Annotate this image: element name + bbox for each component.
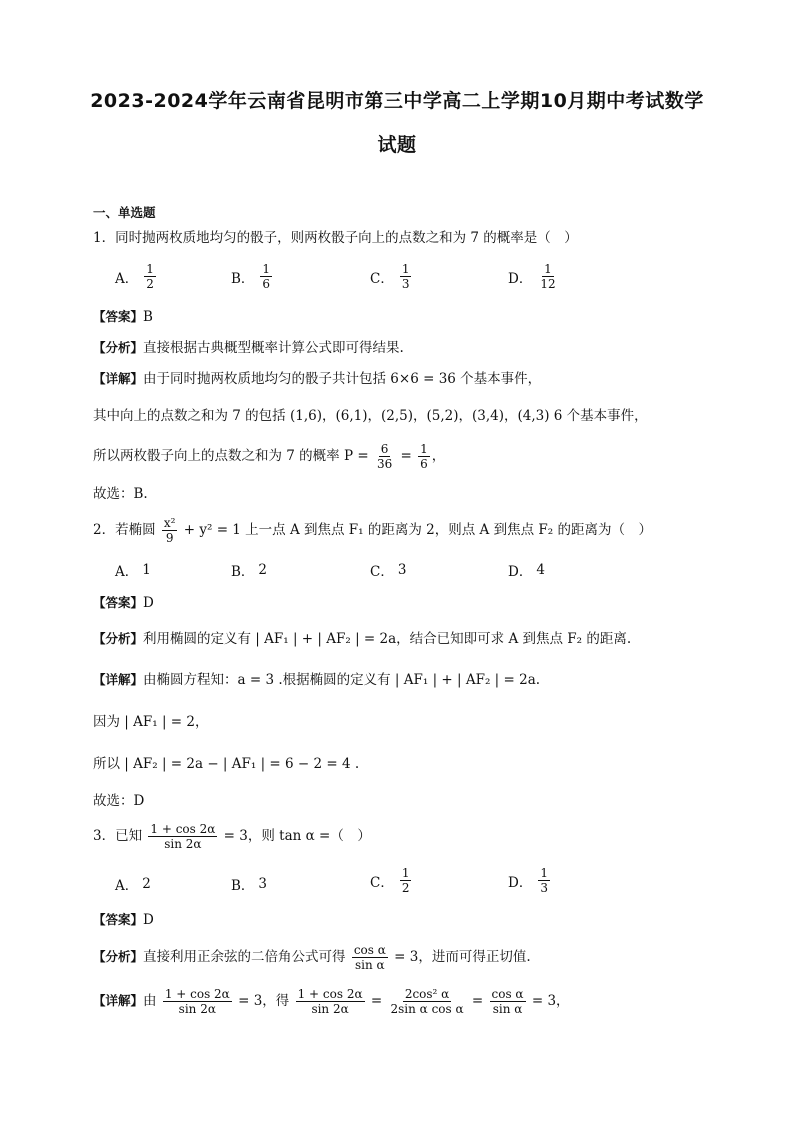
detail-tag: 【详解】 xyxy=(93,993,144,1008)
q1-option-c xyxy=(370,262,413,291)
q1-option-d xyxy=(508,262,560,291)
fraction: $\frac{\text{2cos² α}}{\text{2sin α cos α}}$ xyxy=(390,987,464,1016)
q2-option-a xyxy=(115,560,151,580)
detail-tag: 【详解】 xyxy=(93,371,144,386)
option-fraction: $\frac{1}{6}$ xyxy=(262,262,271,291)
fraction: $\frac{\text{x²}}{9}$ xyxy=(163,516,176,545)
option-label: A． xyxy=(115,564,139,580)
option-label: B． xyxy=(231,564,255,580)
analysis-text: = 3，进而可得正切值. xyxy=(394,949,531,965)
q1-answer xyxy=(93,307,153,327)
option-label: D． xyxy=(508,564,533,580)
stem-text: 2．若椭圆 xyxy=(93,522,156,538)
q1-stem: 1．同时抛两枚质地均匀的骰子，则两枚骰子向上的点数之和为 7 的概率是（ ） xyxy=(93,230,578,246)
detail-text: = 3， xyxy=(531,993,570,1009)
q3-options xyxy=(93,866,713,900)
document-title-line1: 2023-2024学年云南省昆明市第三中学高二上学期10月期中考试数学 xyxy=(90,90,704,112)
q2-option-b xyxy=(231,560,267,580)
equals-sign: = xyxy=(400,448,412,464)
detail-text: 由 xyxy=(143,993,157,1009)
option-fraction: $\frac{1}{2}$ xyxy=(146,262,154,291)
q3-option-b xyxy=(231,874,267,894)
answer-value: D xyxy=(143,912,154,928)
option-value: 2 xyxy=(142,876,151,892)
q2-detail-2: 因为 | AF₁ | = 2， xyxy=(93,714,209,730)
detail-text: 由于同时抛两枚质地均匀的骰子共计包括 6×6 = 36 个基本事件， xyxy=(143,371,542,387)
equals-sign: = xyxy=(471,993,484,1009)
answer-value: B xyxy=(143,309,153,325)
detail-tag: 【详解】 xyxy=(93,672,144,687)
q2-detail-3: 所以 | AF₂ | = 2a − | AF₁ | = 6 − 2 = 4 . xyxy=(93,756,360,772)
analysis-tag: 【分析】 xyxy=(93,631,144,646)
q3-option-c xyxy=(370,866,413,895)
option-value: 3 xyxy=(397,562,407,578)
q1-detail-3 xyxy=(93,442,445,471)
option-value: 3 xyxy=(258,876,268,892)
detail-text: 由椭圆方程知：a = 3 .根据椭圆的定义有 | AF₁ | + | AF₂ | = 2a. xyxy=(143,672,541,688)
q2-options xyxy=(93,560,713,594)
q2-conclusion: 故选：D xyxy=(93,793,145,809)
q3-answer xyxy=(93,910,154,930)
option-label: D． xyxy=(508,270,533,287)
option-label: D． xyxy=(508,874,533,891)
answer-tag: 【答案】 xyxy=(93,912,144,927)
q3-analysis xyxy=(93,943,531,972)
q3-option-a xyxy=(115,874,151,894)
fraction: $\frac{\text{cos α}}{\text{sin α}}$ xyxy=(491,987,524,1016)
q3-detail xyxy=(93,987,570,1016)
option-fraction: $\frac{1}{3}$ xyxy=(401,262,410,291)
stem-text: 3．已知 xyxy=(93,828,143,844)
fraction: $\frac{1 + \cos 2\alpha}{\sin 2\alpha}$ xyxy=(164,987,230,1016)
analysis-tag: 【分析】 xyxy=(93,340,144,355)
fraction: $\frac{1 + \cos 2\alpha}{\sin 2\alpha}$ xyxy=(297,987,363,1016)
option-label: C． xyxy=(370,270,394,287)
answer-tag: 【答案】 xyxy=(93,595,144,610)
fraction: $\frac{\text{cos α}}{\text{sin α}}$ xyxy=(353,943,386,972)
q2-option-d xyxy=(508,560,545,580)
q1-analysis xyxy=(93,338,404,358)
punctuation: ， xyxy=(431,448,446,464)
analysis-tag: 【分析】 xyxy=(93,949,144,964)
option-fraction: $\frac{1}{2}$ xyxy=(401,866,410,895)
q1-options xyxy=(93,262,713,296)
option-label: A． xyxy=(115,270,139,287)
option-value: 4 xyxy=(536,562,545,578)
q1-detail-2: 其中向上的点数之和为 7 的包括 (1,6)，(6,1)，(2,5)，(5,2)，(3,4)，(4,3) 6 个基本事件， xyxy=(93,408,648,424)
document-title-line2: 试题 xyxy=(377,134,417,156)
section-heading: 一、单选题 xyxy=(93,205,156,220)
fraction: $\frac{1 + \cos 2\alpha}{\sin 2\alpha}$ xyxy=(150,822,216,851)
answer-value: D xyxy=(143,595,154,611)
option-value: 2 xyxy=(258,562,268,578)
q3-stem xyxy=(93,822,371,851)
q1-option-b xyxy=(231,262,274,291)
stem-text: + y² = 1 上一点 A 到焦点 F₁ 的距离为 2，则点 A 到焦点 F₂ 的距离为（ ） xyxy=(183,522,652,538)
detail-text: = 3，得 xyxy=(238,993,290,1009)
option-label: B． xyxy=(231,878,255,894)
option-label: A． xyxy=(115,878,139,894)
option-fraction: $\frac{1}{12}$ xyxy=(540,262,556,291)
q2-stem xyxy=(93,516,652,545)
option-value: 1 xyxy=(142,562,151,578)
option-fraction: $\frac{1}{3}$ xyxy=(540,866,548,895)
fraction: $\frac{6}{36}$ xyxy=(376,442,393,471)
q1-detail-1 xyxy=(93,369,541,389)
q3-option-d xyxy=(508,866,552,895)
equals-sign: = xyxy=(370,993,383,1009)
answer-tag: 【答案】 xyxy=(93,309,144,324)
analysis-text: 直接利用正余弦的二倍角公式可得 xyxy=(143,949,346,965)
q2-detail-1 xyxy=(93,670,540,690)
q1-conclusion: 故选：B. xyxy=(93,486,148,502)
detail-text: 所以两枚骰子向上的点数之和为 7 的概率 P = xyxy=(93,448,369,464)
analysis-text: 直接根据古典概型概率计算公式即可得结果. xyxy=(143,340,404,356)
fraction: $\frac{1}{6}$ xyxy=(420,442,428,471)
q2-analysis xyxy=(93,629,631,649)
option-label: C． xyxy=(370,874,394,891)
q1-option-a xyxy=(115,262,158,291)
option-label: B． xyxy=(231,270,255,287)
q2-option-c xyxy=(370,560,406,580)
stem-text: = 3，则 tan α =（ ） xyxy=(223,828,371,844)
option-label: C． xyxy=(370,564,394,580)
q2-answer xyxy=(93,593,154,613)
analysis-text: 利用椭圆的定义有 | AF₁ | + | AF₂ | = 2a，结合已知即可求 A 到焦点 F₂ 的距离. xyxy=(143,631,632,647)
